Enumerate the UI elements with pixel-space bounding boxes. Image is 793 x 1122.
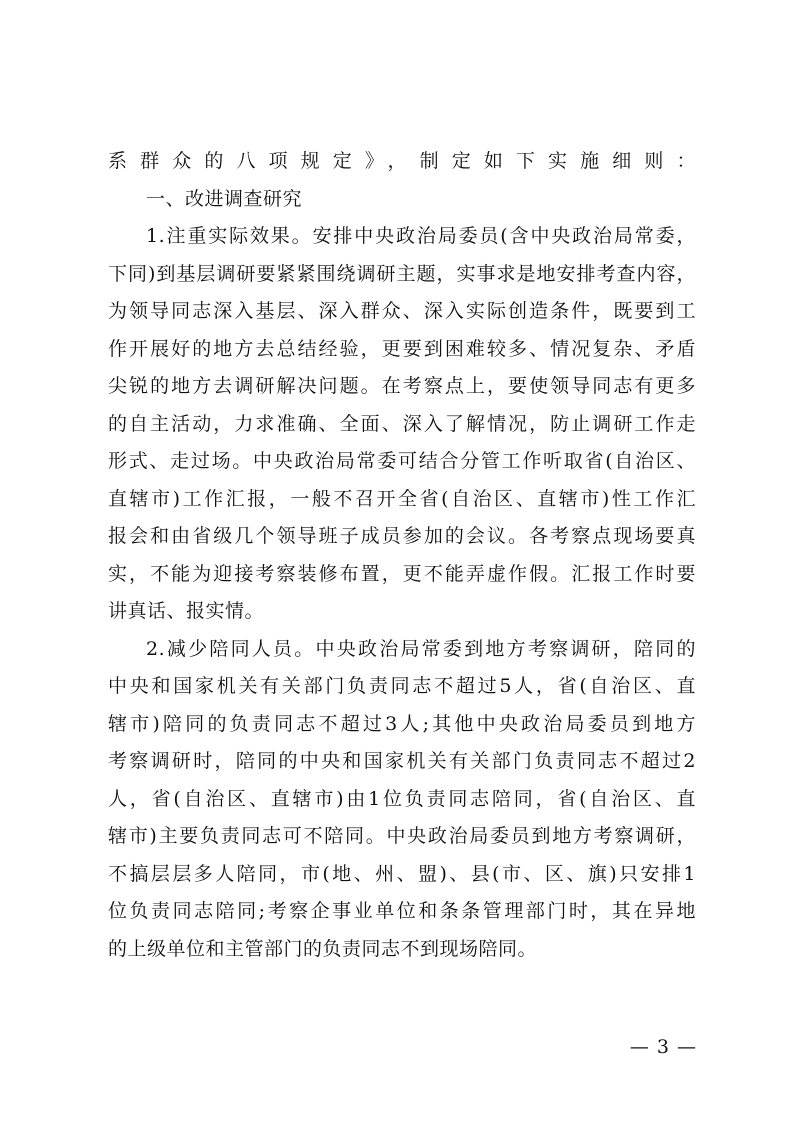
document-body <box>108 143 696 968</box>
text-line: 人，省(自治区、直辖市)由1位负责同志陪同，省(自治区、直 <box>108 787 696 810</box>
text-line: 系群众的八项规定》，制定如下实施细则： <box>108 150 696 172</box>
text-line: 直辖市)工作汇报，一般不召开全省(自治区、直辖市)性工作汇 <box>108 487 696 510</box>
section-heading: 一、改进调查研究 <box>146 187 303 210</box>
text-line: 形式、走过场。中央政治局常委可结合分管工作听取省(自治区、 <box>108 450 696 472</box>
text-line: 为领导同志深入基层、深入群众、深入实际创造条件，既要到工 <box>108 300 696 322</box>
text-line: 不搞层层多人陪同，市(地、州、盟)、县(市、区、旗)只安排1 <box>108 862 696 885</box>
text-line: 位负责同志陪同;考察企事业单位和条条管理部门时，其在异地 <box>108 900 696 922</box>
text-line: 报会和由省级几个领导班子成员参加的会议。各考察点现场要真 <box>108 525 696 547</box>
text-line: 的自主活动，力求准确、全面、深入了解情况，防止调研工作走 <box>108 412 696 435</box>
text-line: 1.注重实际效果。安排中央政治局委员(含中央政治局常委， <box>146 225 696 247</box>
text-line: 中央和国家机关有关部门负责同志不超过5人，省(自治区、直 <box>108 675 696 697</box>
text-line: 实，不能为迎接考察装修布置，更不能弄虚作假。汇报工作时要 <box>108 562 696 585</box>
text-line: 辖市)主要负责同志可不陪同。中央政治局委员到地方考察调研， <box>108 825 696 847</box>
text-line: 讲真话、报实情。 <box>108 600 265 622</box>
page-number: — 3 — <box>629 1036 697 1058</box>
text-line: 的上级单位和主管部门的负责同志不到现场陪同。 <box>108 937 538 960</box>
text-line: 下同)到基层调研要紧紧围绕调研主题，实事求是地安排考查内容， <box>108 262 696 285</box>
text-line: 2.减少陪同人员。中央政治局常委到地方考察调研，陪同的 <box>146 637 696 660</box>
text-line: 作开展好的地方去总结经验，更要到困难较多、情况复杂、矛盾 <box>108 337 696 360</box>
text-line: 考察调研时，陪同的中央和国家机关有关部门负责同志不超过2 <box>108 750 696 772</box>
text-line: 辖市)陪同的负责同志不超过3人;其他中央政治局委员到地方 <box>108 712 696 735</box>
text-line: 尖锐的地方去调研解决问题。在考察点上，要使领导同志有更多 <box>108 375 696 397</box>
